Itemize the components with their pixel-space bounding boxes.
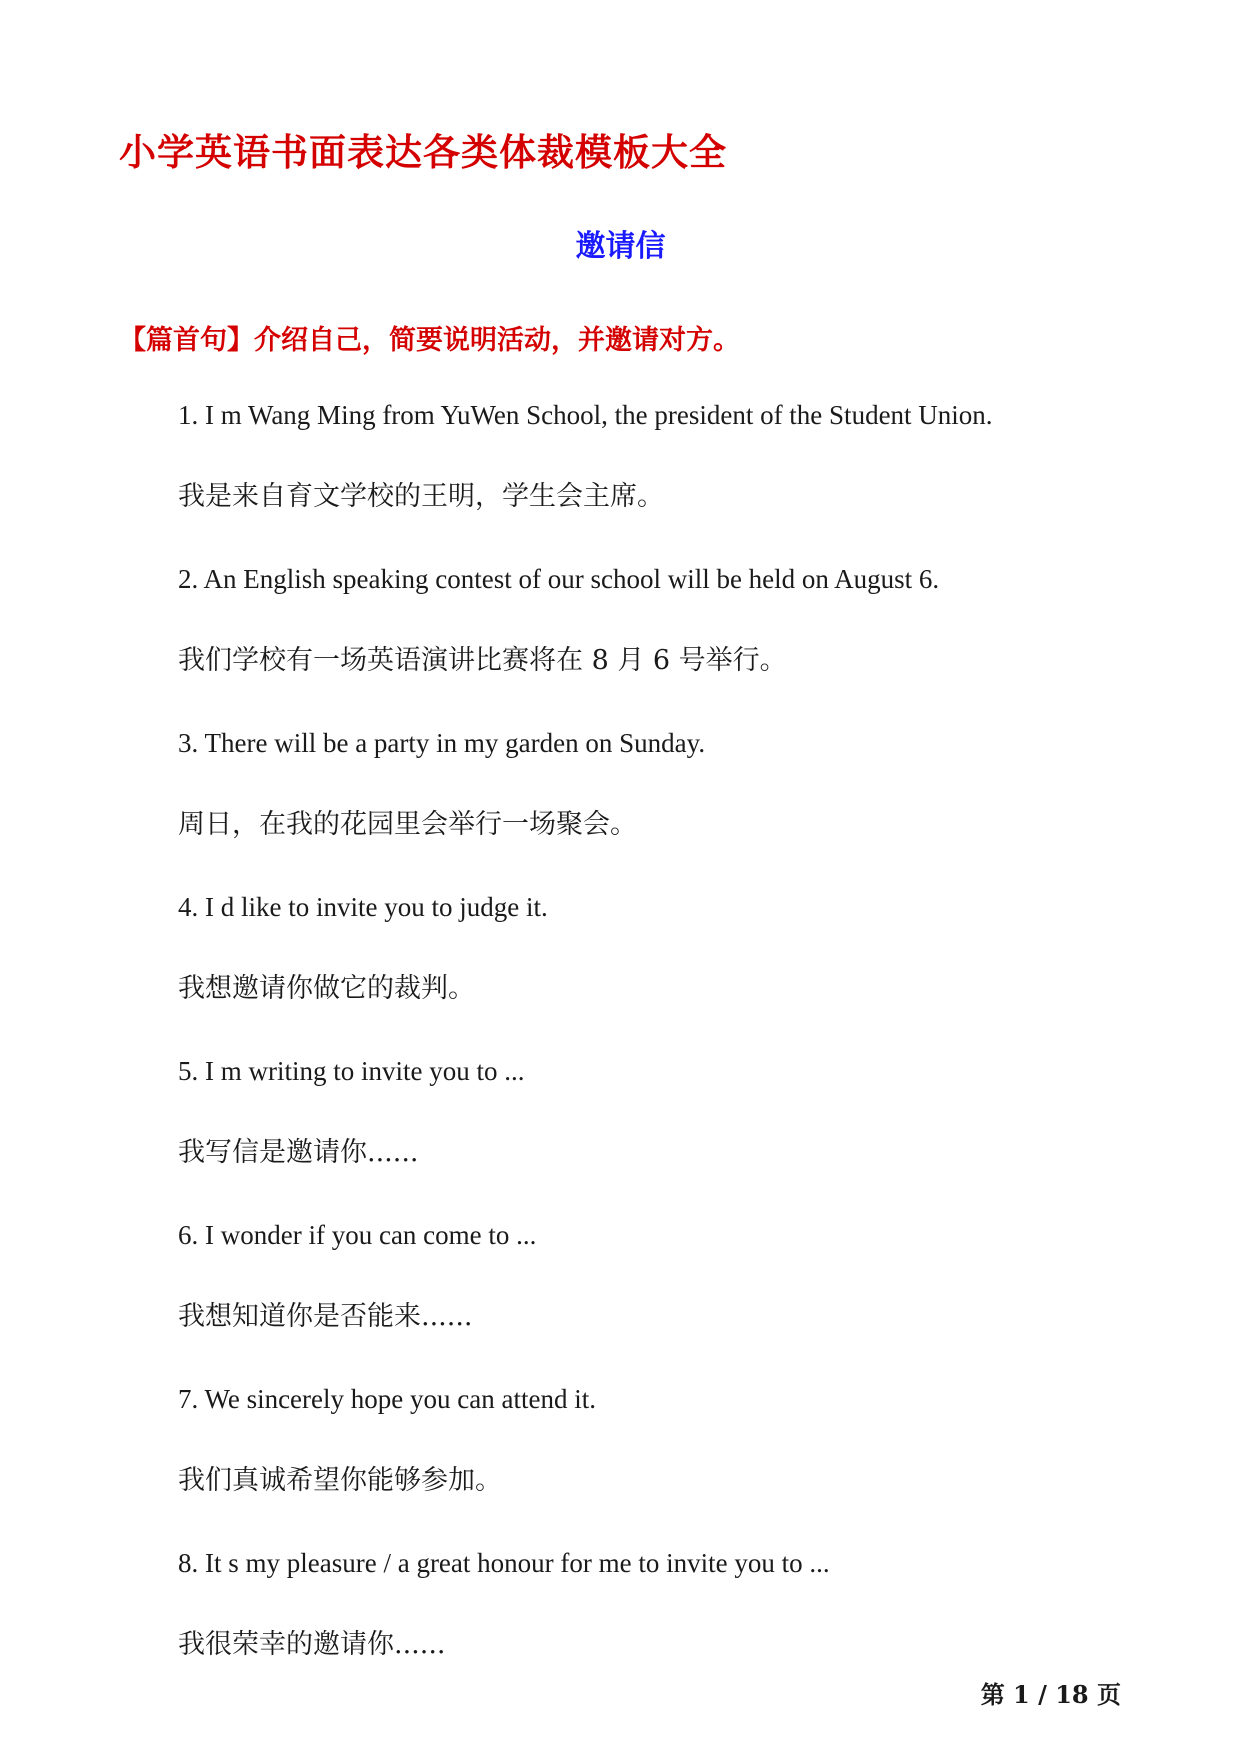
phrase-chinese-7: 我们真诚希望你能够参加。 — [178, 1465, 502, 1496]
phrase-chinese-8: 我很荣幸的邀请你...... — [178, 1629, 446, 1660]
phrase-english-6: 6. I wonder if you can come to ... — [178, 1220, 537, 1250]
document-title: 小学英语书面表达各类体裁模板大全 — [119, 130, 727, 174]
section-title: 邀请信 — [575, 229, 666, 264]
phrase-chinese-6: 我想知道你是否能来...... — [178, 1301, 473, 1332]
phrase-chinese-4: 我想邀请你做它的裁判。 — [178, 973, 475, 1004]
phrase-english-5: 5. I m writing to invite you to ... — [178, 1056, 525, 1086]
phrase-chinese-1: 我是来自育文学校的王明，学生会主席。 — [178, 481, 664, 512]
phrase-english-7: 7. We sincerely hope you can attend it. — [178, 1384, 596, 1414]
phrase-english-8: 8. It s my pleasure / a great honour for me to invite you to ... — [178, 1548, 830, 1578]
page-number: 第 1 / 18 页 — [980, 1680, 1121, 1709]
phrase-english-4: 4. I d like to invite you to judge it. — [178, 892, 548, 922]
phrase-list — [178, 397, 993, 1709]
phrase-chinese-5: 我写信是邀请你...... — [178, 1137, 419, 1168]
phrase-english-2: 2. An English speaking contest of our school will be held on August 6. — [178, 564, 940, 594]
phrase-english-3: 3. There will be a party in my garden on Sunday. — [178, 728, 706, 758]
phrase-chinese-3: 周日，在我的花园里会举行一场聚会。 — [178, 809, 637, 840]
phrase-english-1: 1. I m Wang Ming from YuWen School, the president of the Student Union. — [178, 400, 993, 430]
phrase-chinese-2: 我们学校有一场英语演讲比赛将在 8 月 6 号举行。 — [178, 645, 787, 676]
section-intro: 【篇首句】介绍自己，简要说明活动，并邀请对方。 — [119, 325, 740, 356]
